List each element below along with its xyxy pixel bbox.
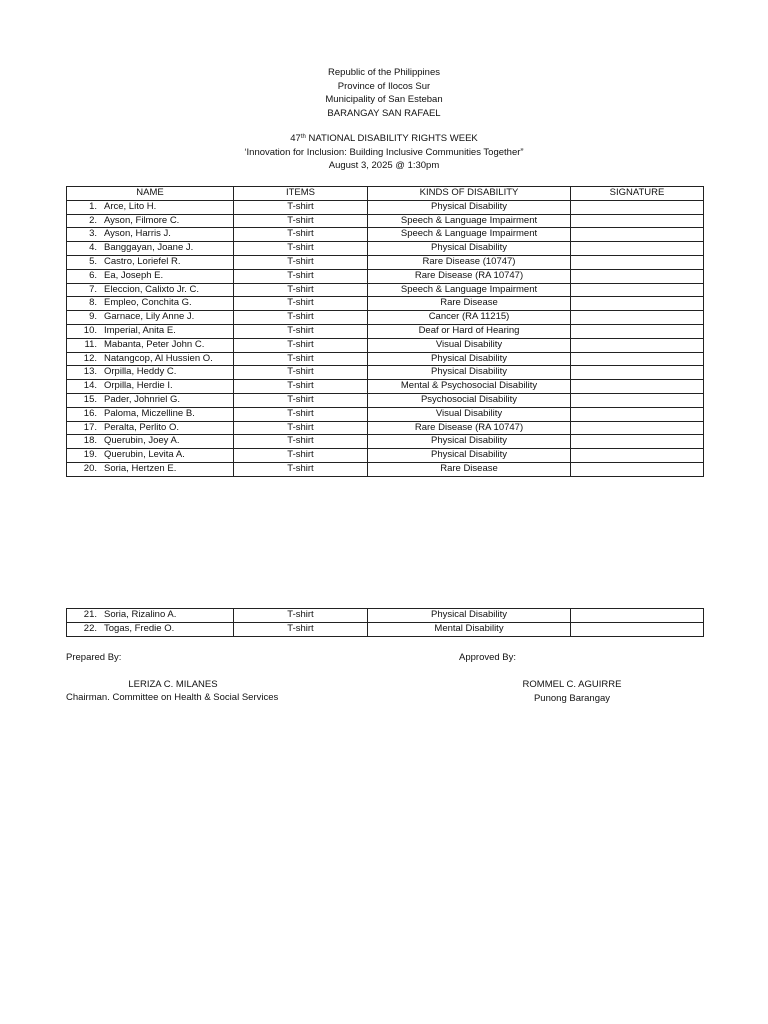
person-name: Querubin, Joey A. — [104, 435, 180, 447]
disability-cell: Physical Disability — [368, 200, 571, 214]
signature-cell[interactable] — [571, 449, 704, 463]
person-name: Soria, Rizalino A. — [104, 609, 177, 620]
table-row — [67, 393, 704, 407]
person-name: Peralta, Perlito O. — [104, 421, 179, 433]
table-body — [67, 200, 704, 476]
approved-by-block — [500, 678, 644, 705]
name-cell — [67, 311, 234, 325]
signature-cell[interactable] — [571, 324, 704, 338]
person-name: Orpilla, Herdie I. — [104, 380, 173, 392]
name-cell — [67, 324, 234, 338]
table-row — [67, 255, 704, 269]
signature-cell[interactable] — [571, 380, 704, 394]
item-cell: T-shirt — [234, 366, 368, 380]
row-number: 1. — [89, 200, 97, 212]
disability-cell: Physical Disability — [368, 352, 571, 366]
prepared-by-name: LERIZA C. MILANES — [128, 679, 218, 690]
name-cell — [67, 366, 234, 380]
signature-cell[interactable] — [571, 609, 704, 623]
person-name: Mabanta, Peter John C. — [104, 338, 205, 350]
row-number: 7. — [89, 283, 97, 295]
row-number: 16. — [83, 407, 97, 419]
header-name: NAME — [67, 187, 234, 201]
document-header — [0, 66, 768, 173]
signature-cell[interactable] — [571, 242, 704, 256]
signature-cell[interactable] — [571, 366, 704, 380]
table-row — [67, 242, 704, 256]
name-cell — [67, 380, 234, 394]
table-row — [67, 407, 704, 421]
table-row — [67, 311, 704, 325]
signature-cell[interactable] — [571, 214, 704, 228]
item-cell: T-shirt — [234, 449, 368, 463]
signature-cell[interactable] — [571, 269, 704, 283]
row-number: 6. — [89, 269, 97, 281]
table-row — [67, 283, 704, 297]
person-name: Natangcop, Al Hussien O. — [104, 352, 213, 364]
person-name: Empleo, Conchita G. — [104, 297, 192, 309]
signature-cell[interactable] — [571, 435, 704, 449]
item-cell: T-shirt — [234, 242, 368, 256]
row-number: 9. — [89, 311, 97, 323]
name-cell — [67, 255, 234, 269]
signature-cell[interactable] — [571, 200, 704, 214]
table-row — [67, 200, 704, 214]
municipality-line: Municipality of San Esteban — [325, 94, 443, 105]
disability-cell: Visual Disability — [368, 338, 571, 352]
person-name: Togas, Fredie O. — [104, 622, 175, 634]
item-cell: T-shirt — [234, 622, 368, 636]
table-row — [67, 449, 704, 463]
signature-cell[interactable] — [571, 462, 704, 476]
item-cell: T-shirt — [234, 462, 368, 476]
item-cell: T-shirt — [234, 435, 368, 449]
name-cell — [67, 297, 234, 311]
header-signature: SIGNATURE — [571, 187, 704, 201]
row-number: 20. — [83, 462, 97, 474]
disability-cell: Physical Disability — [368, 242, 571, 256]
signature-cell[interactable] — [571, 228, 704, 242]
disability-cell: Rare Disease — [368, 462, 571, 476]
signature-cell[interactable] — [571, 297, 704, 311]
signature-cell[interactable] — [571, 338, 704, 352]
disability-cell: Visual Disability — [368, 407, 571, 421]
table-row — [67, 609, 704, 623]
item-cell: T-shirt — [234, 380, 368, 394]
row-number: 10. — [83, 324, 97, 336]
item-cell: T-shirt — [234, 324, 368, 338]
table-row — [67, 228, 704, 242]
table-row — [67, 462, 704, 476]
table-row — [67, 435, 704, 449]
country-line: Republic of the Philippines — [328, 67, 440, 78]
disability-cell: Physical Disability — [368, 435, 571, 449]
name-cell — [67, 407, 234, 421]
disability-cell: Cancer (RA 11215) — [368, 311, 571, 325]
item-cell: T-shirt — [234, 311, 368, 325]
item-cell: T-shirt — [234, 214, 368, 228]
person-name: Castro, Loriefel R. — [104, 255, 181, 267]
name-cell — [67, 242, 234, 256]
prepared-by-label: Prepared By: — [66, 652, 122, 663]
signature-cell[interactable] — [571, 393, 704, 407]
name-cell — [67, 462, 234, 476]
item-cell: T-shirt — [234, 338, 368, 352]
event-title — [0, 132, 768, 146]
item-cell: T-shirt — [234, 283, 368, 297]
row-number: 17. — [83, 421, 97, 433]
table-row — [67, 352, 704, 366]
row-number: 8. — [89, 297, 97, 309]
signature-cell[interactable] — [571, 407, 704, 421]
person-name: Ea, Joseph E. — [104, 269, 164, 281]
name-cell — [67, 269, 234, 283]
disability-cell: Mental Disability — [368, 622, 571, 636]
item-cell: T-shirt — [234, 228, 368, 242]
prepared-by-block — [66, 678, 280, 692]
signature-cell[interactable] — [571, 622, 704, 636]
person-name: Banggayan, Joane J. — [104, 242, 194, 254]
table-row — [67, 622, 704, 636]
person-name: Querubin, Levita A. — [104, 449, 185, 461]
row-number: 13. — [83, 366, 97, 378]
row-number: 22. — [83, 622, 97, 634]
disability-cell: Rare Disease — [368, 297, 571, 311]
name-cell — [67, 200, 234, 214]
row-number: 11. — [84, 338, 97, 350]
disability-cell: Rare Disease (10747) — [368, 255, 571, 269]
item-cell: T-shirt — [234, 407, 368, 421]
person-name: Imperial, Anita E. — [104, 324, 176, 336]
signature-cell[interactable] — [571, 352, 704, 366]
table-row — [67, 269, 704, 283]
person-name: Pader, Johnriel G. — [104, 393, 181, 405]
header-items: ITEMS — [234, 187, 368, 201]
person-name: Eleccion, Calixto Jr. C. — [104, 283, 200, 295]
row-number: 12. — [83, 352, 97, 364]
disability-cell: Speech & Language Impairment — [368, 228, 571, 242]
row-number: 15. — [83, 393, 97, 405]
disability-cell: Mental & Psychosocial Disability — [368, 380, 571, 394]
disability-cell: Psychosocial Disability — [368, 393, 571, 407]
name-cell — [67, 622, 234, 636]
name-cell — [67, 449, 234, 463]
attendance-table-continued — [66, 608, 704, 637]
name-cell — [67, 435, 234, 449]
approved-by-label: Approved By: — [459, 652, 517, 663]
signature-cell[interactable] — [571, 311, 704, 325]
row-number: 21. — [83, 609, 97, 620]
person-name: Arce, Lito H. — [104, 200, 157, 212]
prepared-by-title: Chairman. Committee on Health & Social Services — [66, 692, 279, 703]
row-number: 18. — [83, 435, 97, 447]
signature-cell[interactable] — [571, 255, 704, 269]
table-row — [67, 297, 704, 311]
item-cell: T-shirt — [234, 255, 368, 269]
table-row — [67, 324, 704, 338]
item-cell: T-shirt — [234, 352, 368, 366]
item-cell: T-shirt — [234, 609, 368, 623]
person-name: Ayson, Filmore C. — [104, 214, 180, 226]
item-cell: T-shirt — [234, 421, 368, 435]
disability-cell: Physical Disability — [368, 609, 571, 623]
name-cell — [67, 338, 234, 352]
row-number: 19. — [83, 449, 97, 461]
attendance-table — [66, 186, 704, 477]
table-header-row — [67, 187, 704, 201]
signature-cell[interactable] — [571, 421, 704, 435]
item-cell: T-shirt — [234, 269, 368, 283]
person-name: Soria, Hertzen E. — [104, 462, 177, 474]
item-cell: T-shirt — [234, 297, 368, 311]
table-row — [67, 421, 704, 435]
row-number: 5. — [89, 255, 97, 267]
event-title-text: NATIONAL DISABILITY RIGHTS WEEK — [305, 133, 478, 144]
name-cell — [67, 393, 234, 407]
name-cell — [67, 228, 234, 242]
event-number-suffix: th — [300, 134, 306, 140]
person-name: Paloma, Miczelline B. — [104, 407, 195, 419]
table-row — [67, 338, 704, 352]
table-row — [67, 366, 704, 380]
disability-cell: Deaf or Hard of Hearing — [368, 324, 571, 338]
item-cell: T-shirt — [234, 393, 368, 407]
event-date: August 3, 2025 @ 1:30pm — [328, 160, 440, 171]
table-row — [67, 380, 704, 394]
name-cell — [67, 214, 234, 228]
approved-by-title: Punong Barangay — [533, 692, 611, 704]
row-number: 4. — [89, 242, 97, 254]
approved-by-name: ROMMEL C. AGUIRRE — [522, 679, 622, 690]
table-row — [67, 214, 704, 228]
name-cell — [67, 609, 234, 623]
row-number: 14. — [83, 380, 97, 392]
person-name: Garnace, Lily Anne J. — [104, 311, 195, 323]
person-name: Ayson, Harris J. — [104, 228, 171, 240]
name-cell — [67, 352, 234, 366]
name-cell — [67, 421, 234, 435]
name-cell — [67, 283, 234, 297]
disability-cell: Physical Disability — [368, 366, 571, 380]
row-number: 2. — [89, 214, 97, 226]
disability-cell: Speech & Language Impairment — [368, 283, 571, 297]
item-cell: T-shirt — [234, 200, 368, 214]
province-line: Province of Ilocos Sur — [337, 80, 431, 92]
disability-cell: Speech & Language Impairment — [368, 214, 571, 228]
disability-cell: Rare Disease (RA 10747) — [368, 269, 571, 283]
event-theme: ‘Innovation for Inclusion: Building Inclusive Communities Together” — [244, 146, 524, 158]
person-name: Orpilla, Heddy C. — [104, 366, 177, 378]
signature-cell[interactable] — [571, 283, 704, 297]
event-number: 47 — [290, 133, 301, 144]
disability-cell: Physical Disability — [368, 449, 571, 463]
table-body-continued — [67, 609, 704, 637]
disability-cell: Rare Disease (RA 10747) — [368, 421, 571, 435]
barangay-line: BARANGAY SAN RAFAEL — [327, 107, 441, 119]
header-disability: KINDS OF DISABILITY — [368, 187, 571, 201]
row-number: 3. — [89, 228, 97, 240]
